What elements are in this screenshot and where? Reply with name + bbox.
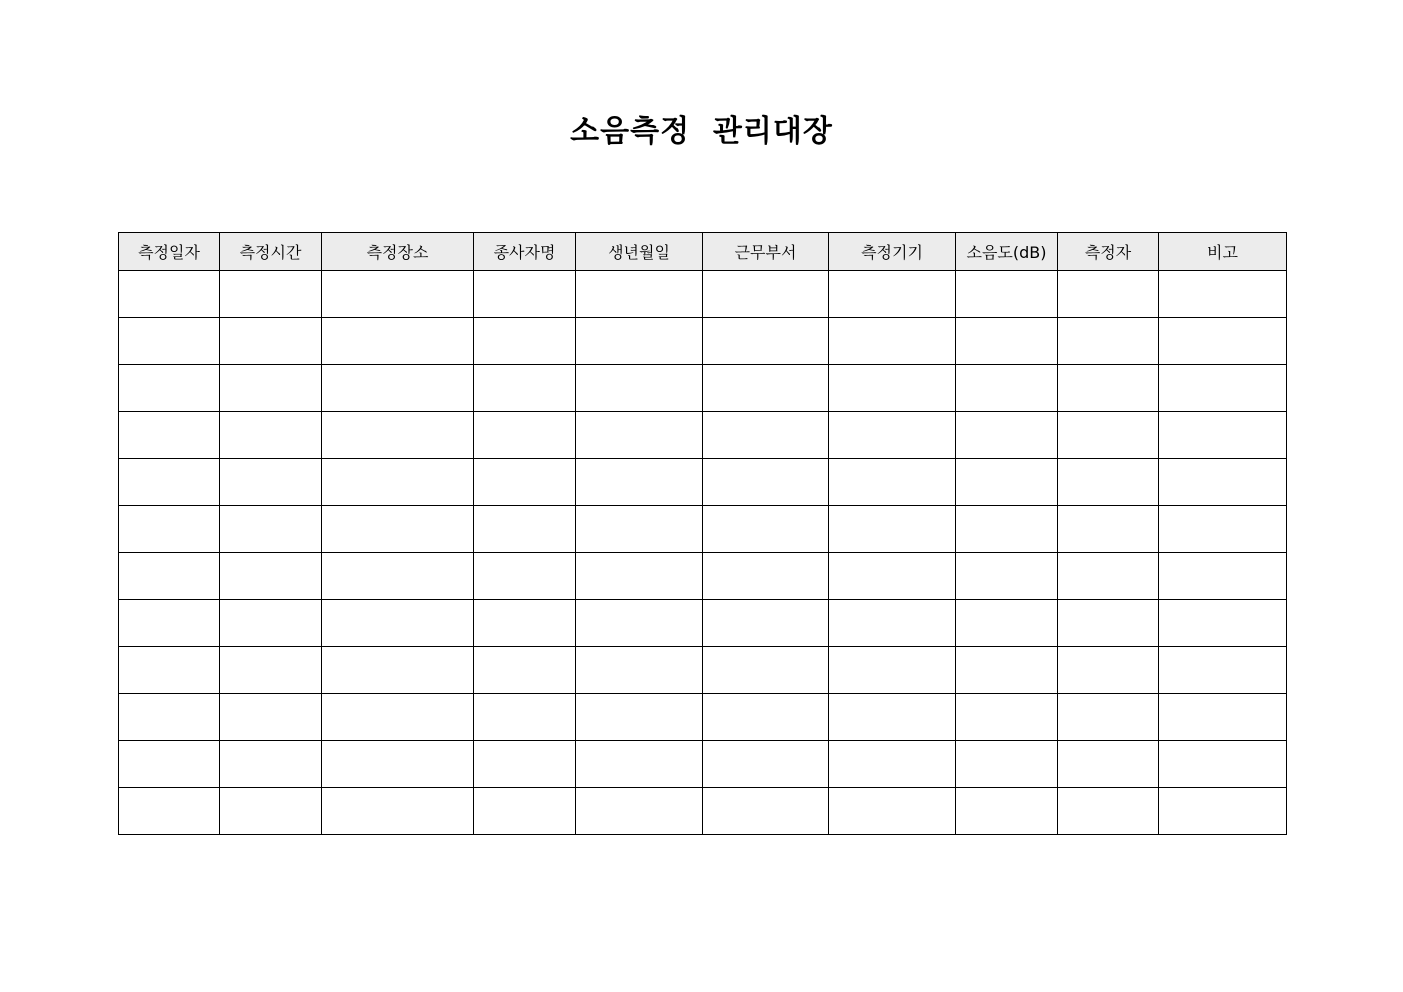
- table-row: [119, 271, 1287, 318]
- table-cell[interactable]: [1058, 741, 1159, 788]
- table-cell[interactable]: [576, 412, 703, 459]
- table-cell[interactable]: [322, 365, 474, 412]
- table-cell[interactable]: [956, 694, 1058, 741]
- table-cell[interactable]: [1159, 365, 1287, 412]
- table-cell[interactable]: [703, 365, 829, 412]
- table-cell[interactable]: [1159, 506, 1287, 553]
- table-cell[interactable]: [474, 647, 576, 694]
- table-cell[interactable]: [474, 459, 576, 506]
- table-cell[interactable]: [1058, 506, 1159, 553]
- table-cell[interactable]: [220, 694, 322, 741]
- table-cell[interactable]: [703, 741, 829, 788]
- table-cell[interactable]: [956, 600, 1058, 647]
- table-cell[interactable]: [576, 553, 703, 600]
- header-row: [119, 233, 1287, 271]
- table-cell[interactable]: [1159, 788, 1287, 835]
- header-measure-date: 측정일자: [119, 233, 220, 271]
- table-cell[interactable]: [829, 647, 956, 694]
- table-cell[interactable]: [220, 365, 322, 412]
- table-cell[interactable]: [576, 271, 703, 318]
- table-cell[interactable]: [1058, 318, 1159, 365]
- table-cell[interactable]: [1058, 694, 1159, 741]
- table-cell[interactable]: [829, 506, 956, 553]
- table-cell[interactable]: [829, 459, 956, 506]
- table-cell[interactable]: [956, 506, 1058, 553]
- table-cell[interactable]: [474, 412, 576, 459]
- table-cell[interactable]: [956, 647, 1058, 694]
- table-cell[interactable]: [474, 741, 576, 788]
- header-measurer: 측정자: [1058, 233, 1159, 271]
- table-cell[interactable]: [829, 271, 956, 318]
- table-cell[interactable]: [1159, 600, 1287, 647]
- table-row: [119, 365, 1287, 412]
- table-cell[interactable]: [1058, 600, 1159, 647]
- header-measure-time: 측정시간: [220, 233, 322, 271]
- table-cell[interactable]: [474, 694, 576, 741]
- table-cell[interactable]: [220, 459, 322, 506]
- table-cell[interactable]: [119, 694, 220, 741]
- table-cell[interactable]: [956, 271, 1058, 318]
- table-cell[interactable]: [1058, 271, 1159, 318]
- header-instrument: 측정기기: [829, 233, 956, 271]
- table-cell[interactable]: [474, 788, 576, 835]
- table-cell[interactable]: [322, 271, 474, 318]
- table-cell[interactable]: [703, 647, 829, 694]
- table-cell[interactable]: [1159, 741, 1287, 788]
- table-cell[interactable]: [119, 506, 220, 553]
- table-row: [119, 412, 1287, 459]
- table-cell[interactable]: [1058, 788, 1159, 835]
- table-cell[interactable]: [576, 318, 703, 365]
- table-cell[interactable]: [703, 788, 829, 835]
- table-cell[interactable]: [119, 271, 220, 318]
- table-cell[interactable]: [703, 694, 829, 741]
- table-cell[interactable]: [956, 365, 1058, 412]
- table-cell[interactable]: [322, 506, 474, 553]
- table-cell[interactable]: [1058, 553, 1159, 600]
- table-cell[interactable]: [703, 271, 829, 318]
- table-cell[interactable]: [119, 553, 220, 600]
- table-cell[interactable]: [576, 647, 703, 694]
- table-cell[interactable]: [956, 741, 1058, 788]
- table-cell[interactable]: [474, 271, 576, 318]
- table-cell[interactable]: [1159, 553, 1287, 600]
- table-cell[interactable]: [322, 600, 474, 647]
- table-cell[interactable]: [703, 459, 829, 506]
- table-cell[interactable]: [576, 506, 703, 553]
- table-cell[interactable]: [119, 788, 220, 835]
- table-cell[interactable]: [1159, 459, 1287, 506]
- table-cell[interactable]: [1159, 271, 1287, 318]
- header-worker-name: 종사자명: [474, 233, 576, 271]
- table-cell[interactable]: [322, 788, 474, 835]
- table-row: [119, 553, 1287, 600]
- table-cell[interactable]: [322, 741, 474, 788]
- table-row: [119, 647, 1287, 694]
- table-row: [119, 600, 1287, 647]
- table-cell[interactable]: [322, 318, 474, 365]
- table-cell[interactable]: [220, 741, 322, 788]
- table-cell[interactable]: [956, 459, 1058, 506]
- table-cell[interactable]: [829, 412, 956, 459]
- table-cell[interactable]: [703, 600, 829, 647]
- table-cell[interactable]: [576, 365, 703, 412]
- header-remarks: 비고: [1159, 233, 1287, 271]
- table-cell[interactable]: [1058, 365, 1159, 412]
- table-row: [119, 506, 1287, 553]
- table-cell[interactable]: [220, 506, 322, 553]
- table-cell[interactable]: [220, 600, 322, 647]
- table-cell[interactable]: [220, 412, 322, 459]
- table-body: [119, 271, 1287, 835]
- table-cell[interactable]: [956, 553, 1058, 600]
- table-cell[interactable]: [119, 412, 220, 459]
- table-cell[interactable]: [1159, 694, 1287, 741]
- table-row: [119, 788, 1287, 835]
- table-row: [119, 694, 1287, 741]
- table-cell[interactable]: [829, 318, 956, 365]
- table-cell[interactable]: [220, 553, 322, 600]
- table-cell[interactable]: [1058, 412, 1159, 459]
- table-cell[interactable]: [322, 553, 474, 600]
- table-cell[interactable]: [322, 459, 474, 506]
- table-cell[interactable]: [956, 318, 1058, 365]
- table-cell[interactable]: [829, 365, 956, 412]
- table-row: [119, 741, 1287, 788]
- table-cell[interactable]: [322, 694, 474, 741]
- document-title: 소음측정 관리대장: [570, 114, 833, 149]
- table-cell[interactable]: [576, 741, 703, 788]
- table-cell[interactable]: [220, 271, 322, 318]
- table-cell[interactable]: [829, 553, 956, 600]
- table-cell[interactable]: [119, 741, 220, 788]
- table-cell[interactable]: [829, 694, 956, 741]
- table-cell[interactable]: [703, 506, 829, 553]
- noise-measurement-table: [118, 232, 1287, 835]
- table-cell[interactable]: [119, 600, 220, 647]
- table-cell[interactable]: [474, 365, 576, 412]
- table-cell[interactable]: [1159, 412, 1287, 459]
- table-cell[interactable]: [474, 506, 576, 553]
- table-cell[interactable]: [119, 647, 220, 694]
- header-department: 근무부서: [703, 233, 829, 271]
- table-cell[interactable]: [220, 788, 322, 835]
- table-cell[interactable]: [474, 553, 576, 600]
- table-cell[interactable]: [119, 459, 220, 506]
- table-cell[interactable]: [576, 694, 703, 741]
- table-cell[interactable]: [1058, 647, 1159, 694]
- table-cell[interactable]: [829, 741, 956, 788]
- table-cell[interactable]: [119, 365, 220, 412]
- header-birth-date: 생년월일: [576, 233, 703, 271]
- table-cell[interactable]: [220, 318, 322, 365]
- header-noise-level: 소음도(dB): [956, 233, 1058, 271]
- table-cell[interactable]: [576, 600, 703, 647]
- table-cell[interactable]: [703, 553, 829, 600]
- table-cell[interactable]: [322, 647, 474, 694]
- table-cell[interactable]: [829, 788, 956, 835]
- table-cell[interactable]: [1058, 459, 1159, 506]
- table-cell[interactable]: [474, 318, 576, 365]
- table-cell[interactable]: [474, 600, 576, 647]
- table-cell[interactable]: [703, 318, 829, 365]
- table-cell[interactable]: [576, 459, 703, 506]
- table-row: [119, 459, 1287, 506]
- table-cell[interactable]: [956, 788, 1058, 835]
- header-measure-location: 측정장소: [322, 233, 474, 271]
- table-cell[interactable]: [220, 647, 322, 694]
- table-cell[interactable]: [829, 600, 956, 647]
- table-cell[interactable]: [322, 412, 474, 459]
- table-cell[interactable]: [576, 788, 703, 835]
- table-cell[interactable]: [1159, 318, 1287, 365]
- table-cell[interactable]: [703, 412, 829, 459]
- table-cell[interactable]: [956, 412, 1058, 459]
- table-row: [119, 318, 1287, 365]
- table-cell[interactable]: [119, 318, 220, 365]
- table-cell[interactable]: [1159, 647, 1287, 694]
